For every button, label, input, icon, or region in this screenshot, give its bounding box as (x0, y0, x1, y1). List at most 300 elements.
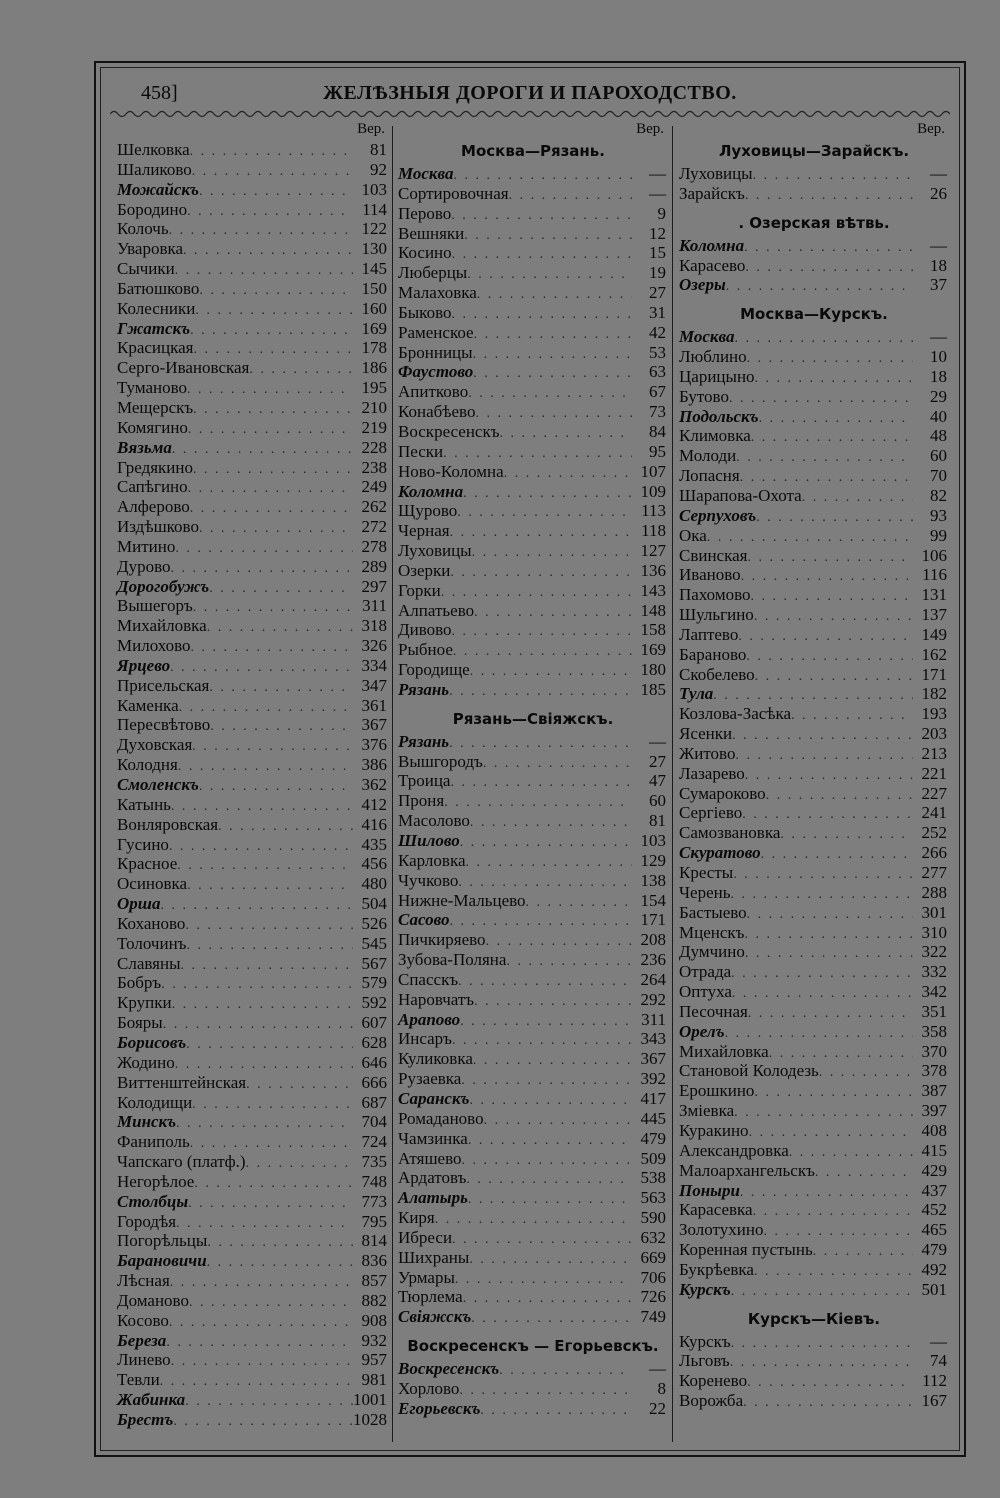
station-row (679, 744, 949, 764)
station-name: Скобелево (679, 664, 755, 684)
leader-dots (743, 1393, 913, 1413)
leader-dots (178, 757, 353, 777)
verst-value: 122 (361, 219, 387, 239)
verst-value: 278 (361, 536, 387, 556)
leader-dots (187, 876, 353, 896)
verst-value: 74 (930, 1351, 947, 1371)
station-row (679, 1200, 949, 1220)
leader-dots (462, 1151, 632, 1171)
verst-value: 397 (921, 1101, 947, 1121)
station-row (117, 279, 389, 299)
leader-dots (450, 773, 632, 793)
station-row (398, 1069, 668, 1089)
leader-dots (761, 845, 913, 865)
station-row (398, 831, 668, 851)
station-name: Киря (398, 1208, 435, 1228)
leader-dots (188, 420, 353, 440)
station-name: Александровка (679, 1140, 789, 1160)
leader-dots (170, 1273, 353, 1293)
station-name: Тула (679, 684, 714, 704)
station-row (117, 835, 389, 855)
leader-dots (190, 142, 353, 162)
verst-value: 592 (361, 993, 387, 1013)
verst-value: 416 (361, 814, 387, 834)
verst-value: 99 (930, 525, 947, 545)
station-row (117, 1350, 389, 1370)
verst-value: 479 (640, 1128, 666, 1148)
station-name: Поныри (679, 1180, 740, 1200)
leader-dots (160, 1372, 353, 1392)
verst-value: 288 (921, 882, 947, 902)
station-name: Вешняки (398, 223, 465, 243)
station-name: Молоди (679, 446, 737, 466)
leader-dots (452, 245, 632, 265)
station-row (398, 422, 668, 442)
verst-value: 252 (921, 823, 947, 843)
leader-dots (759, 409, 913, 429)
verst-value: 836 (361, 1251, 387, 1271)
leader-dots (210, 717, 353, 737)
verst-value: 311 (362, 596, 387, 616)
page-title: ЖЕЛѢЗНЫЯ ДОРОГИ И ПАРОХОДСТВО. (323, 82, 737, 104)
station-row (117, 1311, 389, 1331)
station-row (398, 1129, 668, 1149)
verst-value: 42 (649, 322, 666, 342)
station-name: Становой Колодезь (679, 1061, 819, 1081)
leader-dots (459, 1381, 632, 1401)
verst-value: 417 (640, 1088, 666, 1108)
station-row (117, 1033, 389, 1053)
verst-value: 118 (641, 521, 666, 541)
station-row (117, 973, 389, 993)
verst-value: 387 (921, 1081, 947, 1101)
verst-value: 289 (361, 556, 387, 576)
station-name: Гусино (117, 834, 169, 854)
verst-value: 27 (649, 283, 666, 303)
section-title: Рязань—Свіяжскъ. (452, 709, 614, 728)
station-name: Курскъ (679, 1279, 731, 1299)
verst-value: 131 (921, 585, 947, 605)
station-row (679, 1101, 949, 1121)
station-name: Самозвановка (679, 823, 781, 843)
station-name: Алпатьево (398, 600, 475, 620)
leader-dots (249, 360, 353, 380)
leader-dots (741, 567, 913, 587)
verst-value: 795 (361, 1211, 387, 1231)
station-row (117, 914, 389, 934)
station-name: Карасевка (679, 1200, 753, 1220)
station-row (117, 477, 389, 497)
verst-value: 160 (361, 298, 387, 318)
station-name: Пичкиряево (398, 930, 486, 950)
leader-dots (192, 737, 353, 757)
verst-value: — (649, 164, 666, 183)
verst-value: 186 (361, 358, 387, 378)
station-name: Мценскъ (679, 922, 745, 942)
station-name: Лѣсная (117, 1271, 170, 1291)
station-name: Лаптево (679, 624, 739, 644)
station-row (117, 1073, 389, 1093)
station-name: Присельская (117, 675, 210, 695)
leader-dots (732, 984, 913, 1004)
leader-dots (451, 206, 632, 226)
station-row (117, 676, 389, 696)
verst-value: 749 (640, 1307, 666, 1327)
station-name: Колодищи (117, 1092, 193, 1112)
station-name: Шилово (398, 831, 460, 850)
verst-value: 193 (921, 704, 947, 724)
leader-dots (187, 380, 353, 400)
verst-value: 8 (657, 1378, 666, 1398)
leader-dots (474, 603, 632, 623)
leader-dots (190, 321, 353, 341)
verst-value: 109 (640, 481, 666, 501)
leader-dots (751, 587, 913, 607)
verst-value: 238 (361, 457, 387, 477)
station-row (398, 1268, 668, 1288)
station-name: Михайловка (117, 616, 207, 636)
verst-value: 130 (361, 239, 387, 259)
leader-dots (187, 202, 353, 222)
leader-dots (780, 825, 913, 845)
station-name: Ибреси (398, 1227, 453, 1247)
station-name: Троица (398, 771, 451, 791)
station-row (398, 1109, 668, 1129)
station-row (679, 903, 949, 923)
station-name: Шихраны (398, 1247, 470, 1267)
verst-value: 501 (921, 1279, 947, 1299)
station-row (679, 1260, 949, 1280)
station-row (398, 910, 668, 930)
station-name: Рузаевка (398, 1069, 462, 1089)
leader-dots (194, 1174, 353, 1194)
leader-dots (753, 166, 913, 186)
station-row (117, 1390, 389, 1410)
leader-dots (791, 706, 913, 726)
station-row (679, 1121, 949, 1141)
station-name: Ясенки (679, 724, 733, 744)
verst-value: 452 (921, 1200, 947, 1220)
station-name: Можайскъ (117, 179, 199, 199)
verst-value: 26 (930, 183, 947, 203)
column-divider (392, 126, 393, 1442)
verst-value: 18 (930, 255, 947, 275)
station-row (117, 1410, 389, 1430)
leader-dots (207, 618, 353, 638)
leader-dots (734, 1103, 913, 1123)
station-row (117, 636, 389, 656)
verst-value: 590 (640, 1208, 666, 1228)
station-row (679, 236, 949, 256)
station-row (679, 1371, 949, 1391)
leader-dots (461, 1071, 632, 1091)
station-name: Наровчатъ (398, 989, 475, 1009)
station-name: Воскресенскъ (398, 1359, 500, 1379)
station-row (117, 735, 389, 755)
station-row (117, 299, 389, 319)
station-row (398, 243, 668, 263)
verst-value: 169 (361, 318, 387, 338)
verst-value: 318 (361, 616, 387, 636)
station-name: Митино (117, 536, 176, 556)
station-row (117, 894, 389, 914)
leader-dots (192, 1095, 353, 1115)
station-name: Саранскъ (398, 1088, 470, 1108)
station-row (679, 823, 949, 843)
station-row (679, 1220, 949, 1240)
station-row (679, 962, 949, 982)
station-name: Черная (398, 521, 450, 541)
leader-dots (193, 460, 353, 480)
verst-value: 628 (361, 1032, 387, 1052)
station-row (679, 942, 949, 962)
verst-value: 666 (361, 1072, 387, 1092)
leader-dots (186, 1035, 353, 1055)
leader-dots (186, 936, 353, 956)
leader-dots (195, 301, 353, 321)
station-name: Чучково (398, 870, 459, 890)
station-name: Малаховка (398, 283, 477, 303)
station-row (398, 462, 668, 482)
station-name: Думчино (679, 942, 745, 962)
station-row (398, 930, 668, 950)
station-row (117, 775, 389, 795)
station-row (398, 601, 668, 621)
station-row (679, 275, 949, 295)
verst-value: 445 (640, 1108, 666, 1128)
leader-dots (509, 186, 632, 206)
leader-dots (473, 364, 632, 384)
station-name: Апитково (398, 382, 469, 402)
verst-value: 60 (649, 791, 666, 811)
verst-value: 376 (361, 735, 387, 755)
verst-value: 171 (921, 664, 947, 684)
station-row (398, 1399, 668, 1419)
station-row (398, 680, 668, 700)
station-name: Сумароково (679, 783, 766, 803)
station-name: Пески (398, 441, 444, 461)
station-row (398, 640, 668, 660)
leader-dots (172, 440, 353, 460)
station-name: Туманово (117, 378, 188, 398)
verst-value: 724 (361, 1132, 387, 1152)
leader-dots (731, 964, 913, 984)
station-name: Проня (398, 791, 445, 811)
station-name: Хорлово (398, 1378, 460, 1398)
station-row (117, 200, 389, 220)
verst-value: 92 (370, 159, 387, 179)
leader-dots (453, 642, 632, 662)
station-name: Красное (117, 854, 178, 874)
leader-dots (463, 1289, 632, 1309)
station-row (117, 319, 389, 339)
leader-dots (246, 1154, 353, 1174)
verst-value: 361 (361, 695, 387, 715)
verst-value: 149 (921, 624, 947, 644)
station-name: Букрѣевка (679, 1259, 754, 1279)
section-title: . Озерская вѣтвь. (738, 213, 890, 232)
leader-dots (499, 1361, 632, 1381)
verst-value: 392 (640, 1069, 666, 1089)
station-name: Щурово (398, 501, 458, 521)
station-name: Куракино (679, 1120, 749, 1140)
verst-value: 182 (921, 684, 947, 704)
leader-dots (756, 508, 913, 528)
station-row (398, 871, 668, 891)
station-row (117, 1152, 389, 1172)
station-name: Толочинъ (117, 933, 187, 953)
station-name: Царицыно (679, 366, 755, 386)
verst-value: 367 (361, 715, 387, 735)
station-row (398, 990, 668, 1010)
station-name: Тюрлема (398, 1287, 463, 1307)
station-row (679, 486, 949, 506)
leader-dots (176, 1114, 353, 1134)
station-name: Скуратово (679, 843, 761, 863)
station-row (679, 367, 949, 387)
station-row (398, 501, 668, 521)
station-row (398, 402, 668, 422)
station-row (117, 259, 389, 279)
leader-dots (474, 992, 632, 1012)
verst-value: 63 (649, 362, 666, 382)
verst-value: 408 (921, 1120, 947, 1140)
station-row (117, 338, 389, 358)
leader-dots (169, 221, 353, 241)
verst-value: 27 (649, 751, 666, 771)
station-name: Бобръ (117, 973, 162, 993)
station-row (117, 140, 389, 160)
column-2 (398, 118, 668, 1419)
section-title: Луховицы—Зарайскъ. (718, 142, 910, 160)
leader-dots (199, 519, 353, 539)
leader-dots (748, 1004, 913, 1024)
station-row (398, 1379, 668, 1399)
verst-value: 81 (370, 140, 387, 159)
verst-value: — (930, 235, 947, 255)
page-number: 458] (141, 82, 178, 104)
leader-dots (185, 1392, 353, 1412)
station-row (679, 645, 949, 665)
station-row (679, 684, 949, 704)
station-name: Песочная (679, 1001, 748, 1021)
leader-dots (172, 995, 353, 1015)
station-name: Фаниполь (117, 1132, 190, 1152)
verst-value: 412 (361, 794, 387, 814)
verst-value: 114 (362, 199, 387, 219)
verst-value: 82 (930, 485, 947, 505)
station-row (398, 1248, 668, 1268)
station-row (679, 665, 949, 685)
station-name: Фаустово (398, 362, 474, 382)
leader-dots (218, 817, 353, 837)
column-3 (679, 118, 949, 1411)
station-name: Кресты (679, 863, 734, 882)
leader-dots (735, 746, 913, 766)
verst-value: 456 (361, 854, 387, 874)
station-name: Смоленскъ (117, 775, 199, 794)
verst-value: 814 (361, 1231, 387, 1251)
verst-value: 262 (361, 497, 387, 517)
verst-value: 10 (930, 347, 947, 367)
leader-dots (444, 793, 632, 813)
verst-value: 48 (930, 426, 947, 446)
leader-dots (181, 956, 353, 976)
station-row (679, 605, 949, 625)
leader-dots (191, 638, 353, 658)
verst-value: 95 (649, 441, 666, 461)
verst-value: 545 (361, 933, 387, 953)
station-name: Конабѣево (398, 402, 476, 422)
verst-value: 241 (921, 803, 947, 823)
leader-dots (469, 1250, 632, 1270)
leader-dots (470, 813, 632, 833)
verst-value: 538 (640, 1168, 666, 1188)
station-name: Косово (117, 1310, 169, 1330)
leader-dots (755, 667, 913, 687)
verst-value: 429 (921, 1160, 947, 1180)
station-name: Уваровка (117, 239, 184, 259)
leader-dots (733, 865, 913, 885)
station-row (679, 184, 949, 204)
station-row (117, 239, 389, 259)
station-row (117, 795, 389, 815)
station-name: Негорѣлое (117, 1171, 195, 1191)
station-name: Урмары (398, 1267, 455, 1287)
verst-value: 195 (361, 378, 387, 398)
station-row (117, 358, 389, 378)
verst-value: 249 (361, 477, 387, 497)
station-name: Пересвѣтово (117, 715, 211, 735)
leader-dots (483, 754, 632, 774)
leader-dots (747, 1373, 913, 1393)
verst-value: — (649, 183, 666, 203)
leader-dots (738, 627, 913, 647)
verst-value: — (930, 327, 947, 347)
verst-value: 107 (640, 461, 666, 481)
station-name: Гредякино (117, 457, 194, 477)
leader-dots (740, 1183, 913, 1203)
station-row (679, 426, 949, 446)
station-row (117, 1013, 389, 1033)
station-row (398, 1049, 668, 1069)
leader-dots (189, 1293, 353, 1313)
station-name: Люблино (679, 347, 747, 367)
verst-value: 704 (361, 1112, 387, 1132)
station-row (398, 184, 668, 204)
station-row (117, 1231, 389, 1251)
station-name: Ромаданово (398, 1108, 484, 1128)
station-row (679, 387, 949, 407)
leader-dots (753, 1202, 913, 1222)
station-name: Коханово (117, 913, 186, 933)
station-row (679, 407, 949, 427)
station-row (398, 970, 668, 990)
station-name: Спасскъ (398, 969, 459, 989)
leader-dots (160, 896, 353, 916)
verst-value: 292 (640, 989, 666, 1009)
station-name: Козлова-Засѣка (679, 704, 792, 724)
station-name: Колодня (117, 755, 178, 775)
leader-dots (161, 975, 353, 995)
station-name: Серго-Ивановская (117, 358, 250, 378)
station-row (117, 696, 389, 716)
station-row (679, 843, 949, 863)
station-name: Тевли (117, 1370, 160, 1390)
leader-dots (188, 1194, 353, 1214)
verst-value: 12 (649, 223, 666, 243)
leader-dots (169, 1313, 353, 1333)
